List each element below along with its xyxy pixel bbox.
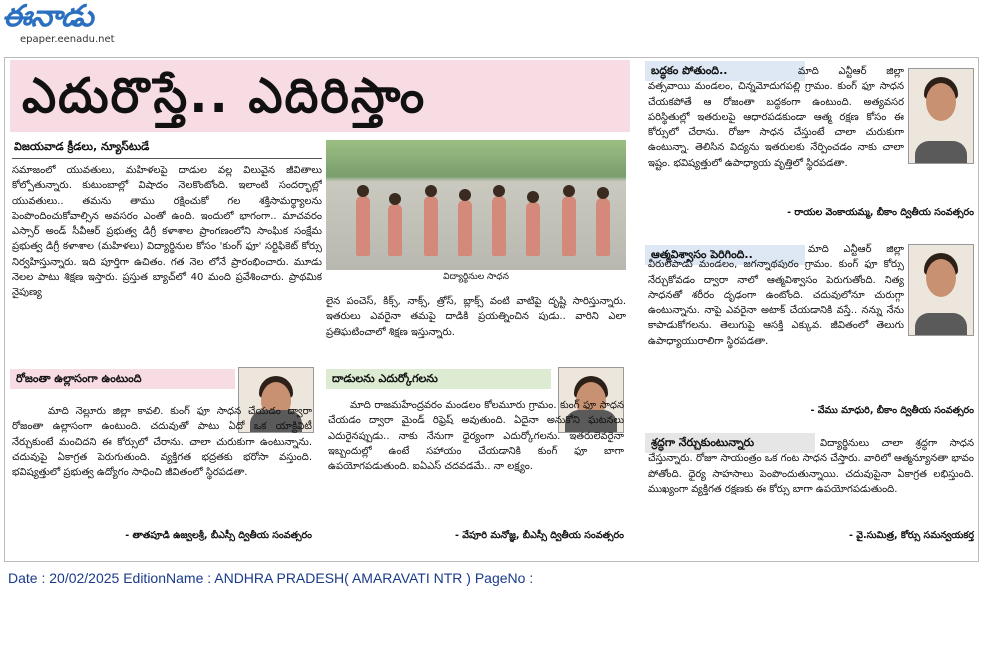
- box-title-4: ఆత్మవిశ్వాసం పెరిగింది..: [645, 245, 805, 265]
- student-photo-3: [908, 68, 974, 164]
- box-text-2: మాది రాజమహేంద్రవరం మండలం కోలమూరు గ్రామం. కుంగ్ ఫూ సాధన చేయడం ద్వారా మైండ్ రిఫ్రెష్ అవుతుంది. ఏదైనా అనుకోని ఘటనలు ఎదురైనప్పుడు.. నాకు నేనుగా ధైర్యంగా ఎదుర్కోగలను. ఇతరులెవరైనా ఇబ్బందుల్లో ఉంటే సహాయం చేయడానికి కుంగ్ ఫూ బాగా ఉపయోగపడుతుంది. ఐఏఎస్ చదవడమే.. నా లక్ష్యం.: [328, 400, 624, 473]
- kungfu-practice-photo: [326, 140, 626, 270]
- article-intro: సమాజంలో యువతులు, మహిళలపై దాడుల వల్ల విలువైన జీవితాలు కోల్పోతున్నారు. కుటుంబాల్లో విషాదం నెలకొంటోంది. ఇలాంటి సందర్భాల్లో యువతులు.. తమను తాము రక్షించుకో గల శక్తిసామర్థ్యాలను పెంపొందించుకోవాల్సిన అవసరం ఎంతో ఉంది. ఇందులో భాగంగా.. మాచవరం ఎస్సార్ అండ్ సీవీఆర్ ప్రభుత్వ డిగ్రీ కళాశాల ప్రాంగణంలోని సాంఘిక సంక్షేమ ప్రభుత్వ డిగ్రీ కళాశాల (మహిళలు) విద్యార్థినుల కోసం 'కుంగ్ ఫూ' సర్టిఫికెట్ కోర్సు నిర్వహిస్తున్నారు. ఇది పూర్తిగా ఉచితం. గత నెల లోనే ప్రారంభించారు. మూడు నెలల పాటు శిక్షణ ఇస్తారు. ప్రస్తుత బ్యాచ్‌లో 40 మంది ప్రవేశించారు. ప్రాథమిక నైపుణ్య: [12, 165, 322, 299]
- box-title-2: దాడులను ఎదుర్కోగలను: [326, 369, 551, 389]
- box-byline-2: - వేపూరి మనోజ్ఞ, బీఎస్సీ ద్వితీయ సంవత్సరం: [454, 530, 624, 541]
- edition-footer: Date : 20/02/2025 EditionName : ANDHRA PRADESH( AMARAVATI NTR ) PageNo :: [8, 570, 534, 586]
- box-byline-1: - తాతపూడి ఉజ్వలశ్రీ, బీఎస్సీ ద్వితీయ సంవత్సరం: [125, 530, 312, 541]
- box-title-3: బద్ధకం పోతుంది..: [645, 61, 805, 81]
- box-byline-5: - వై.సుమిత్ర, కోర్సు సమన్వయకర్త: [848, 530, 974, 541]
- box-title-5: శ్రద్ధగా నేర్చుకుంటున్నారు: [645, 433, 815, 453]
- box-text-3: మాది ఎన్టీఆర్ జిల్లా వత్సవాయి మండలం, చిన్నమోదుగపల్లి గ్రామం. కుంగ్ ఫూ సాధన చేయకపోతే ఆ రోజంతా బద్ధకంగా ఉంటుంది. అత్యవసర పరిస్థితుల్లో ఇతరులపై ఆధారపడకుండా ఆత్మ రక్షణ కోసం ఈ కోర్సులో చేరాను. రోజూ సాధన చేస్తుంటే చాలా చురుకుగా ఉంటున్నా. తెలిసిన విద్యను ఇతరులకు నేర్పించడం నాకు చాలా ఇష్టం. భవిష్యత్తులో ఉపాధ్యాయ వృత్తిలో స్థిరపడతా.: [648, 66, 904, 169]
- logo-mark: ఈనాడు: [2, 0, 93, 34]
- article-continuation: లైన పంచెస్, కిక్స్, నాక్స్, త్రోస్, బ్లాక్స్ వంటి వాటిపై దృష్టి సారిస్తున్నారు. ఇతరులు ఎవరైనా తమపై దాడికి ప్రయత్నించిన పుడు.. వారిని ఎలా ప్రతిఘటించాలో శిక్షణ ఇస్తున్నారు.: [326, 296, 626, 338]
- dateline: విజయవాడ క్రీడలు, న్యూస్‌టుడే: [14, 140, 150, 153]
- box-byline-4: - వేము మాధురి, బీకాం ద్వితీయ సంవత్సరం: [810, 405, 974, 416]
- box-title-1: రోజంతా ఉల్లాసంగా ఉంటుంది: [10, 369, 235, 389]
- dateline-rule: [12, 158, 322, 159]
- eenadu-logo[interactable]: [2, 0, 134, 52]
- box-byline-3: - రాయల వెంకాయమ్మ, బీకాం ద్వితీయ సంవత్సరం: [787, 207, 974, 218]
- logo-url: epaper.eenadu.net: [20, 34, 115, 45]
- box-text-4: మాది ఎన్టీఆర్ జిల్లా వీరులపాడు మండలం, జగన్నాథపురం గ్రామం. కుంగ్ ఫూ కోర్సు నేర్చుకోవడం ద్వారా నాలో ఆత్మవిశ్వాసం పెరుగుతోంది. నిత్య సాధనతో శరీరం దృఢంగా ఉంటోంది. చదువులోనూ చురుగ్గా ఉంటున్నాను. నాపై ఎవరైనా అటాక్ చేయడానికి వస్తే.. నన్ను నేను కాపాడుకోగలను. తెలుగుపై ఆసక్తి ఎక్కువ. జీవితంలో తెలుగు ఉపాధ్యాయురాలిగా స్థిరపడతా.: [648, 244, 904, 347]
- student-photo-4: [908, 244, 974, 336]
- box-text-5: విద్యార్థినులు చాలా శ్రద్ధగా సాధన చేస్తున్నారు. రోజూ సాయంత్రం ఒక గంట సాధన చేస్తారు. వారిలో ఆత్మన్యూనతా భావం పోతోంది. ధైర్య సాహసాలు పెంపొందుతున్నాయి. చదువుపైనా ఏకాగ్రత లభిస్తుంది. ముఖ్యంగా వ్యక్తిగత రక్షణకు ఈ కోర్సు బాగా ఉపయోగపడుతుంది.: [648, 438, 974, 495]
- headline: ఎదురొస్తే.. ఎదిరిస్తాం: [10, 60, 630, 132]
- photo-caption: విద్యార్థినుల సాధన: [443, 272, 509, 282]
- box-text-1: మాది నెల్లూరు జిల్లా కావలి. కుంగ్ ఫూ సాధన చేయడం ద్వారా రోజంతా ఉల్లాసంగా ఉంటుంది. చదువుతో పాటు ఏదో ఒక యాక్టివిటీ నేర్చుకుంటే మంచిదని ఈ కోర్సులో చేరాను. చాలా చురుకుగా ఉంటున్నాను. చదువుపై ఏకాగ్రత పెరుగుతుంది. వ్యక్తిగత భద్రతకు భరోసా వస్తుంది. భవిష్యత్తులో ప్రభుత్వ ఉద్యోగం సాధించి జీవితంలో స్థిరపడతా.: [12, 406, 312, 479]
